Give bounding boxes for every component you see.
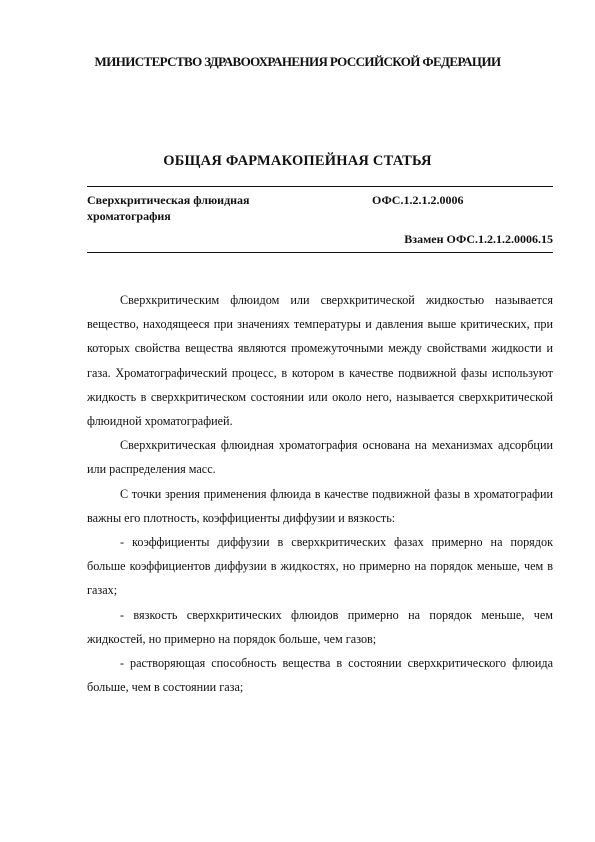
list-item-solvency: - растворяющая способность вещества в состоянии сверхкритического флюида больше, чем в состоянии газа; [87,656,553,695]
paragraph-definition: Сверхкритическим флюидом или сверхкритической жидкостью называется вещество, находящееся при значениях температуры и давления выше критических, при которых свойства вещества являются промежуточными между свойствами жидкости и газа. Хроматографический процесс, в котором в качестве подвижной фазы используют жидкость в сверхкритическом состоянии или около него, называется сверхкритической флюидной хроматографией. [87,293,553,429]
list-item-diffusion: - коэффициенты диффузии в сверхкритических фазах примерно на порядок больше коэффициентов диффузии в жидкостях, но примерно на порядок меньше, чем в газах; [87,535,553,598]
article-body [87,288,553,699]
bottom-divider [87,252,553,253]
top-divider [87,186,553,187]
ministry-heading: МИНИСТЕРСТВО ЗДРАВООХРАНЕНИЯ РОССИЙСКОЙ ФЕДЕРАЦИИ [94,54,501,69]
list-item-viscosity: - вязкость сверхкритических флюидов примерно на порядок меньше, чем жидкостей, но примерно на порядок больше, чем газов; [87,607,553,646]
article-code: ОФС.1.2.1.2.0006 [372,193,464,207]
paragraph-mechanism: Сверхкритическая флюидная хроматография основана на механизмах адсорбции или распределения масс. [87,438,553,477]
replaces-code: Взамен ОФС.1.2.1.2.0006.15 [404,232,553,246]
paragraph-properties-intro: С точки зрения применения флюида в качестве подвижной фазы в хроматографии важны его плотность, коэффициенты диффузии и вязкость: [87,486,553,525]
article-title: Сверхкритическая флюидная хроматография [87,193,250,223]
document-type-heading: ОБЩАЯ ФАРМАКОПЕЙНАЯ СТАТЬЯ [163,153,432,169]
